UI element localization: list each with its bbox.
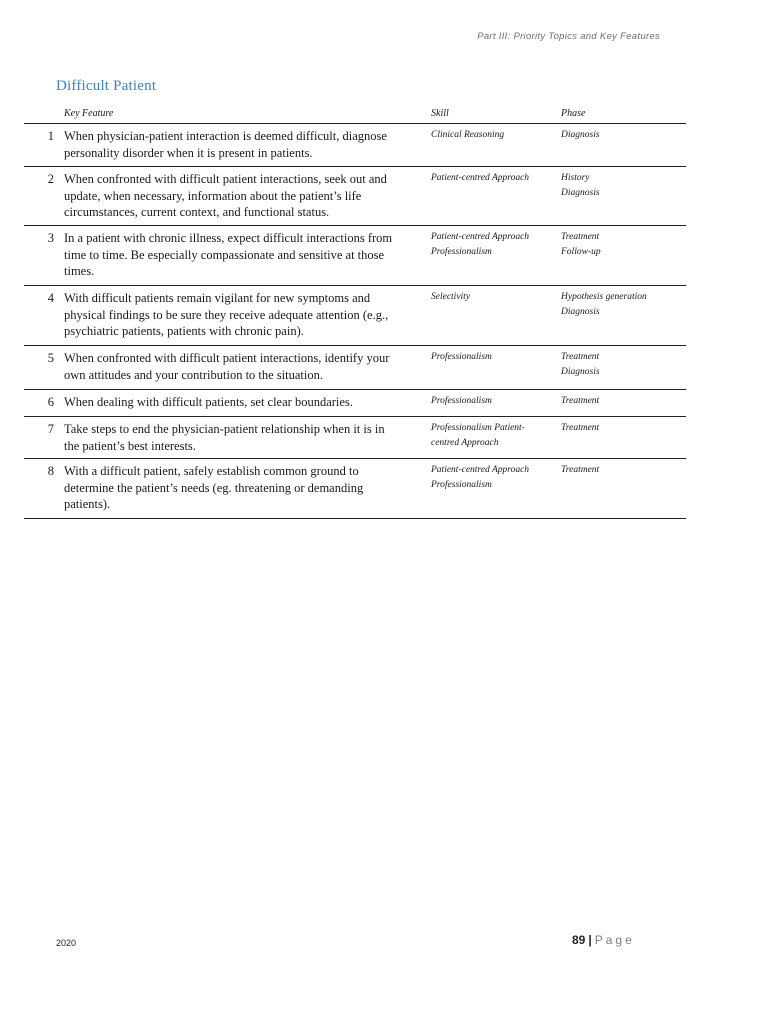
page-separator: |	[588, 933, 592, 947]
key-feature-cell-line: own attitudes and your contribution to the situation.	[64, 367, 323, 382]
key-feature-cell-line: Take steps to end the physician-patient relationship when it is in	[64, 422, 385, 436]
key-feature-cell-line: With a difficult patient, safely establish common ground to	[64, 464, 359, 478]
key-feature-cell-line: When confronted with difficult patient interactions, seek out and	[64, 172, 387, 186]
skill-cell-line: Professionalism	[431, 247, 492, 257]
key-feature-cell-line: With difficult patients remain vigilant for new symptoms and	[64, 291, 371, 305]
skill-cell-line: Professionalism	[431, 352, 492, 362]
table-header-row	[24, 104, 686, 124]
phase-cell	[561, 394, 681, 409]
skill-cell	[431, 350, 547, 365]
key-feature-cell-line: times.	[64, 264, 95, 278]
skill-cell-line: Patient-centred Approach	[431, 465, 530, 475]
phase-cell-line: Treatment	[561, 352, 600, 362]
skill-cell-line: Professionalism	[431, 396, 492, 406]
page-number	[572, 933, 635, 947]
phase-cell-line: Follow-up	[561, 247, 601, 257]
section-title: Difficult Patient	[56, 78, 157, 94]
key-feature-cell-line: When dealing with difficult patients, set clear boundaries.	[64, 395, 353, 409]
key-feature-cell	[64, 463, 416, 513]
row-number: 1	[47, 129, 54, 143]
skill-cell-line: Patient-centred Approach	[431, 232, 530, 242]
key-feature-cell	[64, 421, 416, 454]
phase-cell-line: Diagnosis	[561, 367, 600, 377]
key-feature-cell-line: personality disorder when it is present in patients.	[64, 145, 313, 160]
phase-cell	[561, 171, 681, 201]
running-header: Part III: Priority Topics and Key Features	[477, 31, 660, 42]
skill-cell	[431, 290, 547, 305]
column-header-phase: Phase	[561, 108, 586, 119]
phase-cell	[561, 463, 681, 478]
table-row	[24, 346, 686, 390]
key-feature-cell	[64, 394, 416, 411]
skill-cell	[431, 171, 547, 186]
phase-cell	[561, 128, 681, 143]
row-number: 4	[47, 291, 54, 305]
table-row	[24, 167, 686, 226]
skill-cell	[431, 230, 547, 260]
key-feature-cell	[64, 128, 416, 161]
key-feature-cell-line: time to time. Be especially compassionate and sensitive at those	[64, 247, 385, 262]
skill-cell	[431, 421, 547, 451]
key-feature-cell-line: When physician-patient interaction is deemed difficult, diagnose	[64, 129, 387, 143]
skill-cell-line: Patient-centred Approach	[431, 173, 530, 183]
skill-cell	[431, 463, 547, 493]
key-features-table	[24, 104, 686, 519]
phase-cell-line: Treatment	[561, 232, 600, 242]
key-feature-cell	[64, 230, 416, 280]
skill-cell	[431, 128, 547, 143]
key-feature-cell-line: update, when necessary, information about the patient’s life	[64, 188, 362, 203]
phase-cell-line: Treatment	[561, 396, 600, 406]
row-number: 8	[47, 464, 54, 478]
key-feature-cell-line: physical findings to be sure they receive adequate attention (e.g.,	[64, 307, 389, 322]
phase-cell-line: Diagnosis	[561, 130, 600, 140]
table-row	[24, 459, 686, 519]
key-feature-cell-line: psychiatric patients, patients with chronic pain).	[64, 324, 304, 338]
row-number: 7	[47, 422, 54, 436]
skill-cell-line: Selectivity	[431, 292, 471, 302]
skill-cell-line: centred Approach	[431, 438, 499, 448]
column-header-key-feature: Key Feature	[64, 108, 114, 119]
phase-cell	[561, 350, 681, 380]
table-body	[24, 124, 686, 519]
phase-cell-line: Treatment	[561, 465, 600, 475]
page-label: Page	[594, 933, 635, 947]
key-feature-cell-line: circumstances, current context, and functional status.	[64, 205, 330, 219]
row-number: 3	[47, 231, 54, 245]
key-feature-cell	[64, 350, 416, 383]
key-feature-cell-line: When confronted with difficult patient interactions, identify your	[64, 351, 390, 365]
table-row	[24, 417, 686, 459]
table-row	[24, 226, 686, 286]
phase-cell-line: History	[561, 173, 590, 183]
table-row	[24, 124, 686, 167]
footer-year: 2020	[56, 938, 77, 948]
row-number: 2	[47, 172, 54, 186]
key-feature-cell-line: the patient’s best interests.	[64, 438, 196, 453]
column-header-skill: Skill	[431, 108, 449, 119]
skill-cell-line: Clinical Reasoning	[431, 130, 505, 140]
key-feature-cell	[64, 171, 416, 221]
phase-cell-line: Hypothesis generation	[561, 292, 647, 302]
phase-cell	[561, 421, 681, 436]
phase-cell-line: Diagnosis	[561, 307, 600, 317]
phase-cell	[561, 230, 681, 260]
page-number-value: 89	[572, 933, 586, 947]
key-feature-cell-line: determine the patient’s needs (eg. threatening or demanding	[64, 480, 364, 495]
key-feature-cell	[64, 290, 416, 340]
key-feature-cell-line: patients).	[64, 497, 111, 511]
skill-cell-line: Professionalism	[431, 480, 492, 490]
skill-cell-line: Professionalism Patient-	[431, 423, 525, 433]
key-feature-cell-line: In a patient with chronic illness, expect difficult interactions from	[64, 231, 393, 245]
phase-cell-line: Diagnosis	[561, 188, 600, 198]
phase-cell-line: Treatment	[561, 423, 600, 433]
row-number: 5	[47, 351, 54, 365]
phase-cell	[561, 290, 681, 320]
table-row	[24, 390, 686, 417]
row-number: 6	[47, 395, 54, 409]
skill-cell	[431, 394, 547, 409]
table-row	[24, 286, 686, 346]
